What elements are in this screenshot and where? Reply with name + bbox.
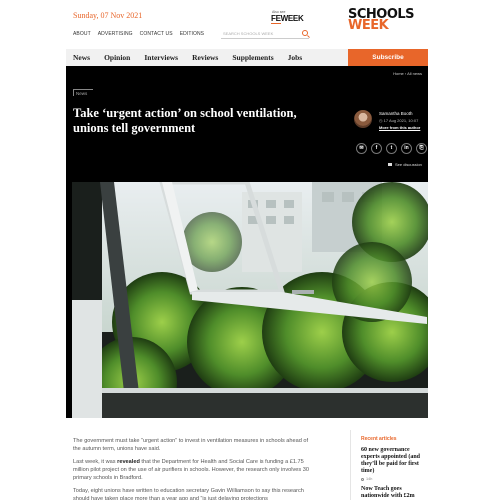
logo-line-week: WEEK xyxy=(348,18,389,33)
site-date: Sunday, 07 Nov 2021 xyxy=(73,11,143,20)
copy-link-icon[interactable]: ⎘ xyxy=(416,143,427,154)
top-link-about[interactable]: ABOUT xyxy=(73,31,91,37)
search-icon[interactable] xyxy=(302,30,308,36)
see-discussion-label: See discussion xyxy=(395,162,422,167)
nav-item-jobs[interactable]: Jobs xyxy=(287,53,303,62)
fe-logo-part: FE xyxy=(271,14,281,23)
article-photo xyxy=(72,182,428,418)
recent-article-time xyxy=(361,477,428,481)
fe-logo-week: WEEK xyxy=(280,14,304,23)
paragraph-2-start: Last week, it was xyxy=(73,459,118,465)
top-link-editions[interactable]: EDITIONS xyxy=(179,31,205,37)
article-headline: Take ‘urgent action’ on school ventilation, unions tell government xyxy=(73,106,297,135)
see-discussion-link[interactable] xyxy=(388,162,422,167)
paragraph-2-end: that the Department for Health and Social Care is funding a £1.75 million pilot project on the use of air purifiers in schools. However, the research only involves 30 primary schools in Bradford. xyxy=(73,459,309,481)
schools-week-logo[interactable] xyxy=(348,9,428,31)
share-buttons xyxy=(356,143,427,154)
also-see-label: Also see xyxy=(272,10,286,14)
breadcrumb[interactable]: Home › All news xyxy=(393,71,422,76)
top-link-advertising[interactable]: ADVERTISING xyxy=(97,31,133,37)
author-name[interactable]: Samantha Booth xyxy=(379,111,413,116)
recent-articles-title: Recent articles xyxy=(361,436,397,442)
search-bar[interactable] xyxy=(221,30,309,39)
recent-article-time-text: 14h xyxy=(366,477,373,481)
chat-icon xyxy=(388,163,392,166)
recent-article-link[interactable]: 60 new governance experts appointed (and they’ll be paid for first time) xyxy=(361,447,421,474)
subscribe-button[interactable]: Subscribe xyxy=(348,49,428,66)
revealed-link[interactable]: revealed xyxy=(117,459,140,465)
nav-item-news[interactable]: News xyxy=(73,53,91,62)
logo-line-schools: SCHOOLS xyxy=(348,7,415,22)
facebook-share-icon[interactable]: f xyxy=(371,143,382,154)
search-input[interactable]: SEARCH SCHOOLS WEEK xyxy=(223,31,274,36)
publish-date xyxy=(379,118,418,123)
paragraph-1: The government must take “urgent action” to invest in ventilation measures in schools ahead of the autumn term, unions have said. xyxy=(73,438,309,452)
nav-item-opinion[interactable]: Opinion xyxy=(104,53,131,62)
window-foliage-illustration xyxy=(72,182,428,418)
linkedin-share-icon[interactable]: in xyxy=(401,143,412,154)
paragraph-3: Today, eight unions have written to education secretary Gavin Williamson to say this research should have taken place more than a year ago and “is just delaying protections xyxy=(73,488,304,500)
top-link-contact[interactable]: CONTACT US xyxy=(139,31,173,37)
nav-item-reviews[interactable]: Reviews xyxy=(192,53,219,62)
twitter-share-icon[interactable]: t xyxy=(386,143,397,154)
clock-icon: ◷ xyxy=(379,118,384,123)
recent-articles-sidebar xyxy=(350,430,428,500)
email-share-icon[interactable]: ✉ xyxy=(356,143,367,154)
fe-week-logo[interactable] xyxy=(271,14,303,23)
article-hero xyxy=(66,66,428,418)
nav-item-supplements[interactable]: Supplements xyxy=(232,53,274,62)
clock-icon xyxy=(361,478,364,481)
recent-article-link[interactable]: Now Teach goes nationwide with £2m xyxy=(361,486,415,499)
more-from-author-link[interactable]: More from this author xyxy=(379,125,421,130)
publish-date-text: 17 Aug 2021, 10:07 xyxy=(383,118,419,123)
article-body xyxy=(73,437,309,500)
nav-item-interviews[interactable]: Interviews xyxy=(144,53,179,62)
article-tag[interactable]: News xyxy=(76,91,88,96)
author-avatar[interactable] xyxy=(354,110,372,128)
top-links xyxy=(73,31,204,37)
paragraph-2 xyxy=(73,458,309,482)
